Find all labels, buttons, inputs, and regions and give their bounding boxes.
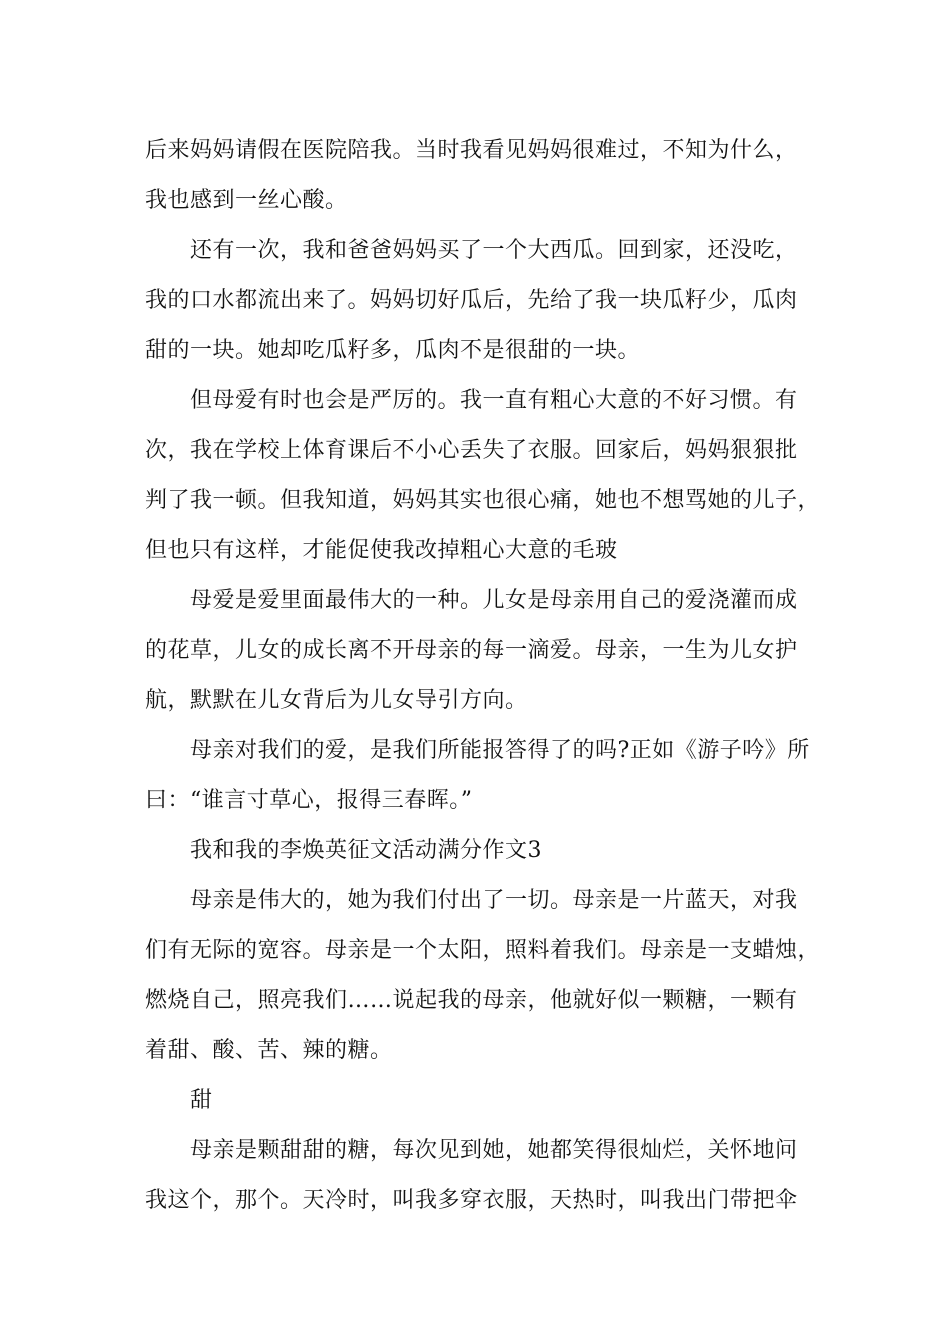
text-line: 曰：“谁言寸草心，报得三春晖。”: [145, 788, 473, 813]
text-line: 我的口水都流出来了。妈妈切好瓜后，先给了我一块瓜籽少，瓜肉: [145, 288, 798, 313]
text-line: 航，默默在儿女背后为儿女导引方向。: [145, 688, 528, 713]
text-line: 燃烧自己，照亮我们……说起我的母亲，他就好似一颗糖，一颗有: [145, 988, 798, 1013]
text-line: 着甜、酸、苦、辣的糖。: [145, 1038, 393, 1063]
text-line: 的花草，儿女的成长离不开母亲的每一滴爱。母亲，一生为儿女护: [145, 638, 798, 663]
subheading: 甜: [190, 1088, 213, 1113]
paragraph-start-line: 母亲是伟大的，她为我们付出了一切。母亲是一片蓝天，对我: [190, 888, 798, 913]
paragraph-start-line: 母亲是颗甜甜的糖，每次见到她，她都笑得很灿烂，关怀地问: [190, 1138, 798, 1163]
paragraph-start-line: 母亲对我们的爱，是我们所能报答得了的吗?正如《游子吟》所: [190, 738, 810, 763]
text-line: 但也只有这样，才能促使我改掉粗心大意的毛玻: [145, 538, 618, 563]
text-line: 次，我在学校上体育课后不小心丢失了衣服。回家后，妈妈狠狠批: [145, 438, 798, 463]
paragraph-start-line: 还有一次，我和爸爸妈妈买了一个大西瓜。回到家，还没吃，: [190, 238, 798, 263]
paragraph-start-line: 但母爱有时也会是严厉的。我一直有粗心大意的不好习惯。有: [190, 388, 798, 413]
section-heading: 我和我的李焕英征文活动满分作文3: [190, 838, 542, 863]
text-line: 我这个，那个。天冷时，叫我多穿衣服，天热时，叫我出门带把伞: [145, 1188, 798, 1213]
text-line: 甜的一块。她却吃瓜籽多，瓜肉不是很甜的一块。: [145, 338, 641, 363]
text-line: 判了我一顿。但我知道，妈妈其实也很心痛，她也不想骂她的儿子，: [145, 488, 821, 513]
text-line: 们有无际的宽容。母亲是一个太阳，照料着我们。母亲是一支蜡烛，: [145, 938, 821, 963]
text-line: 我也感到一丝心酸。: [145, 188, 348, 213]
paragraph-start-line: 母爱是爱里面最伟大的一种。儿女是母亲用自己的爱浇灌而成: [190, 588, 798, 613]
text-line: 后来妈妈请假在医院陪我。当时我看见妈妈很难过，不知为什么，: [145, 138, 798, 163]
